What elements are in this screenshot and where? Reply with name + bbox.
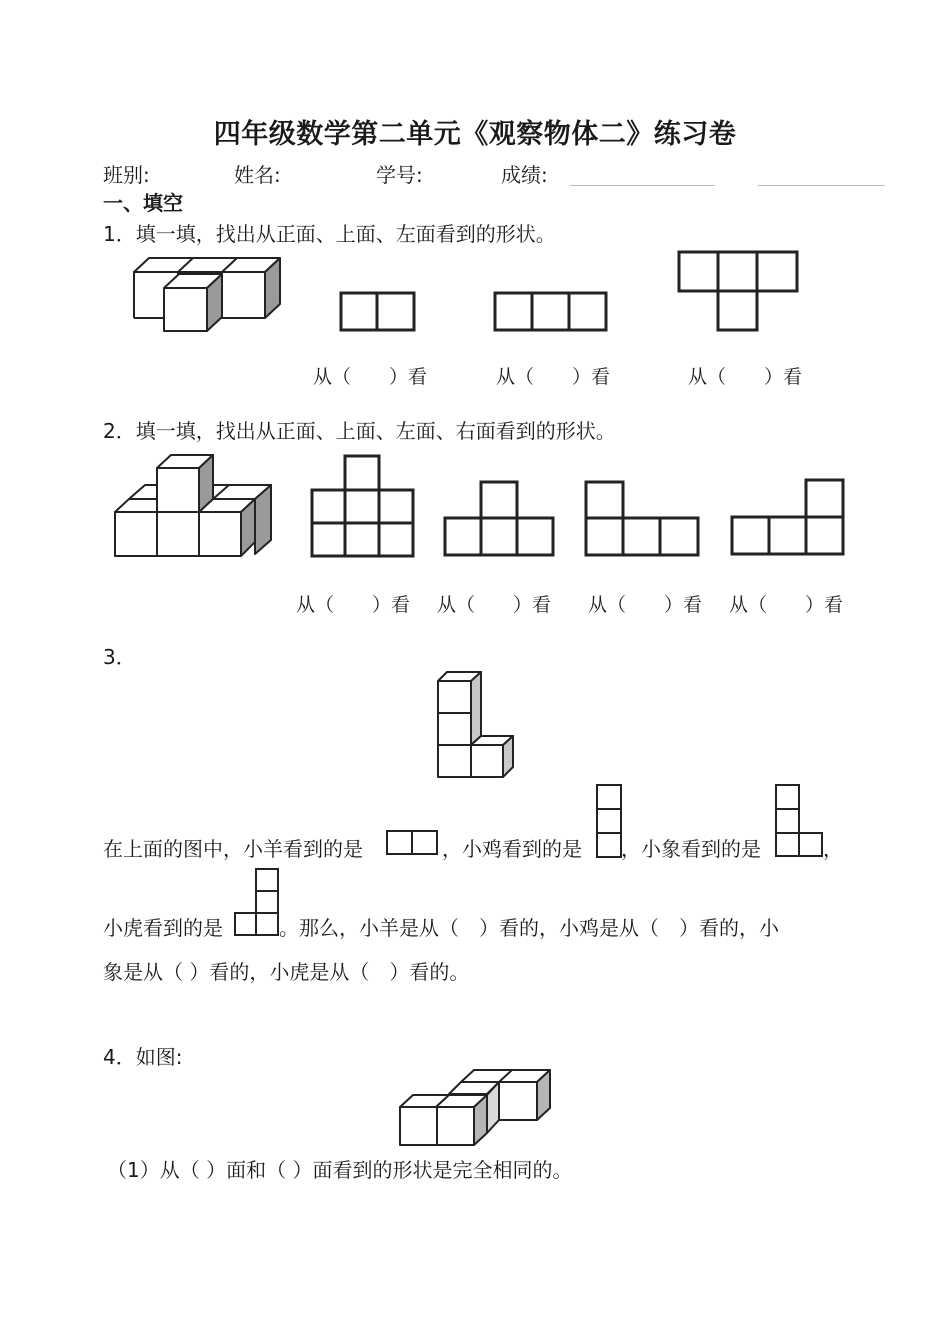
q3-number: 3．: [103, 645, 136, 669]
q2-answer-4[interactable]: 从（ ）看: [729, 594, 844, 616]
q3-line1-text-c: ，小象看到的是: [621, 837, 761, 861]
class-label: 班别:: [103, 163, 150, 187]
q2-answer-1[interactable]: 从（ ）看: [296, 594, 411, 616]
q1-text: 1．填一填，找出从正面、上面、左面看到的形状。: [103, 222, 556, 246]
q4-text: 4．如图:: [103, 1045, 183, 1069]
name-label: 姓名:: [234, 163, 281, 187]
q4-sub1-text[interactable]: （1）从（ ）面和（ ）面看到的形状是完全相同的。: [107, 1158, 573, 1182]
score-label: 成绩:: [501, 163, 548, 187]
page-title: 四年级数学第二单元《观察物体二》练习卷: [213, 119, 737, 150]
q1-answer-2[interactable]: 从（ ）看: [496, 366, 611, 388]
q3-line2-text-b[interactable]: 。那么，小羊是从（ ）看的，小鸡是从（ ）看的，小: [279, 916, 779, 940]
q3-line1-text-a: 在上面的图中，小羊看到的是: [103, 837, 363, 861]
q3-line1-text-b: ，小鸡看到的是: [442, 837, 582, 861]
q3-line2-text-a: 小虎看到的是: [103, 916, 223, 940]
q2-text: 2．填一填，找出从正面、上面、左面、右面看到的形状。: [103, 419, 616, 443]
q3-line1-text-d: ，: [823, 837, 843, 861]
q1-answer-1[interactable]: 从（ ）看: [313, 366, 428, 388]
q1-answer-3[interactable]: 从（ ）看: [688, 366, 803, 388]
section-heading: 一、填空: [103, 191, 183, 215]
q2-answer-3[interactable]: 从（ ）看: [588, 594, 703, 616]
student-number-label: 学号:: [376, 163, 423, 187]
q3-line3-text[interactable]: 象是从（ ）看的，小虎是从（ ）看的。: [103, 960, 470, 984]
q2-answer-2[interactable]: 从（ ）看: [437, 594, 552, 616]
